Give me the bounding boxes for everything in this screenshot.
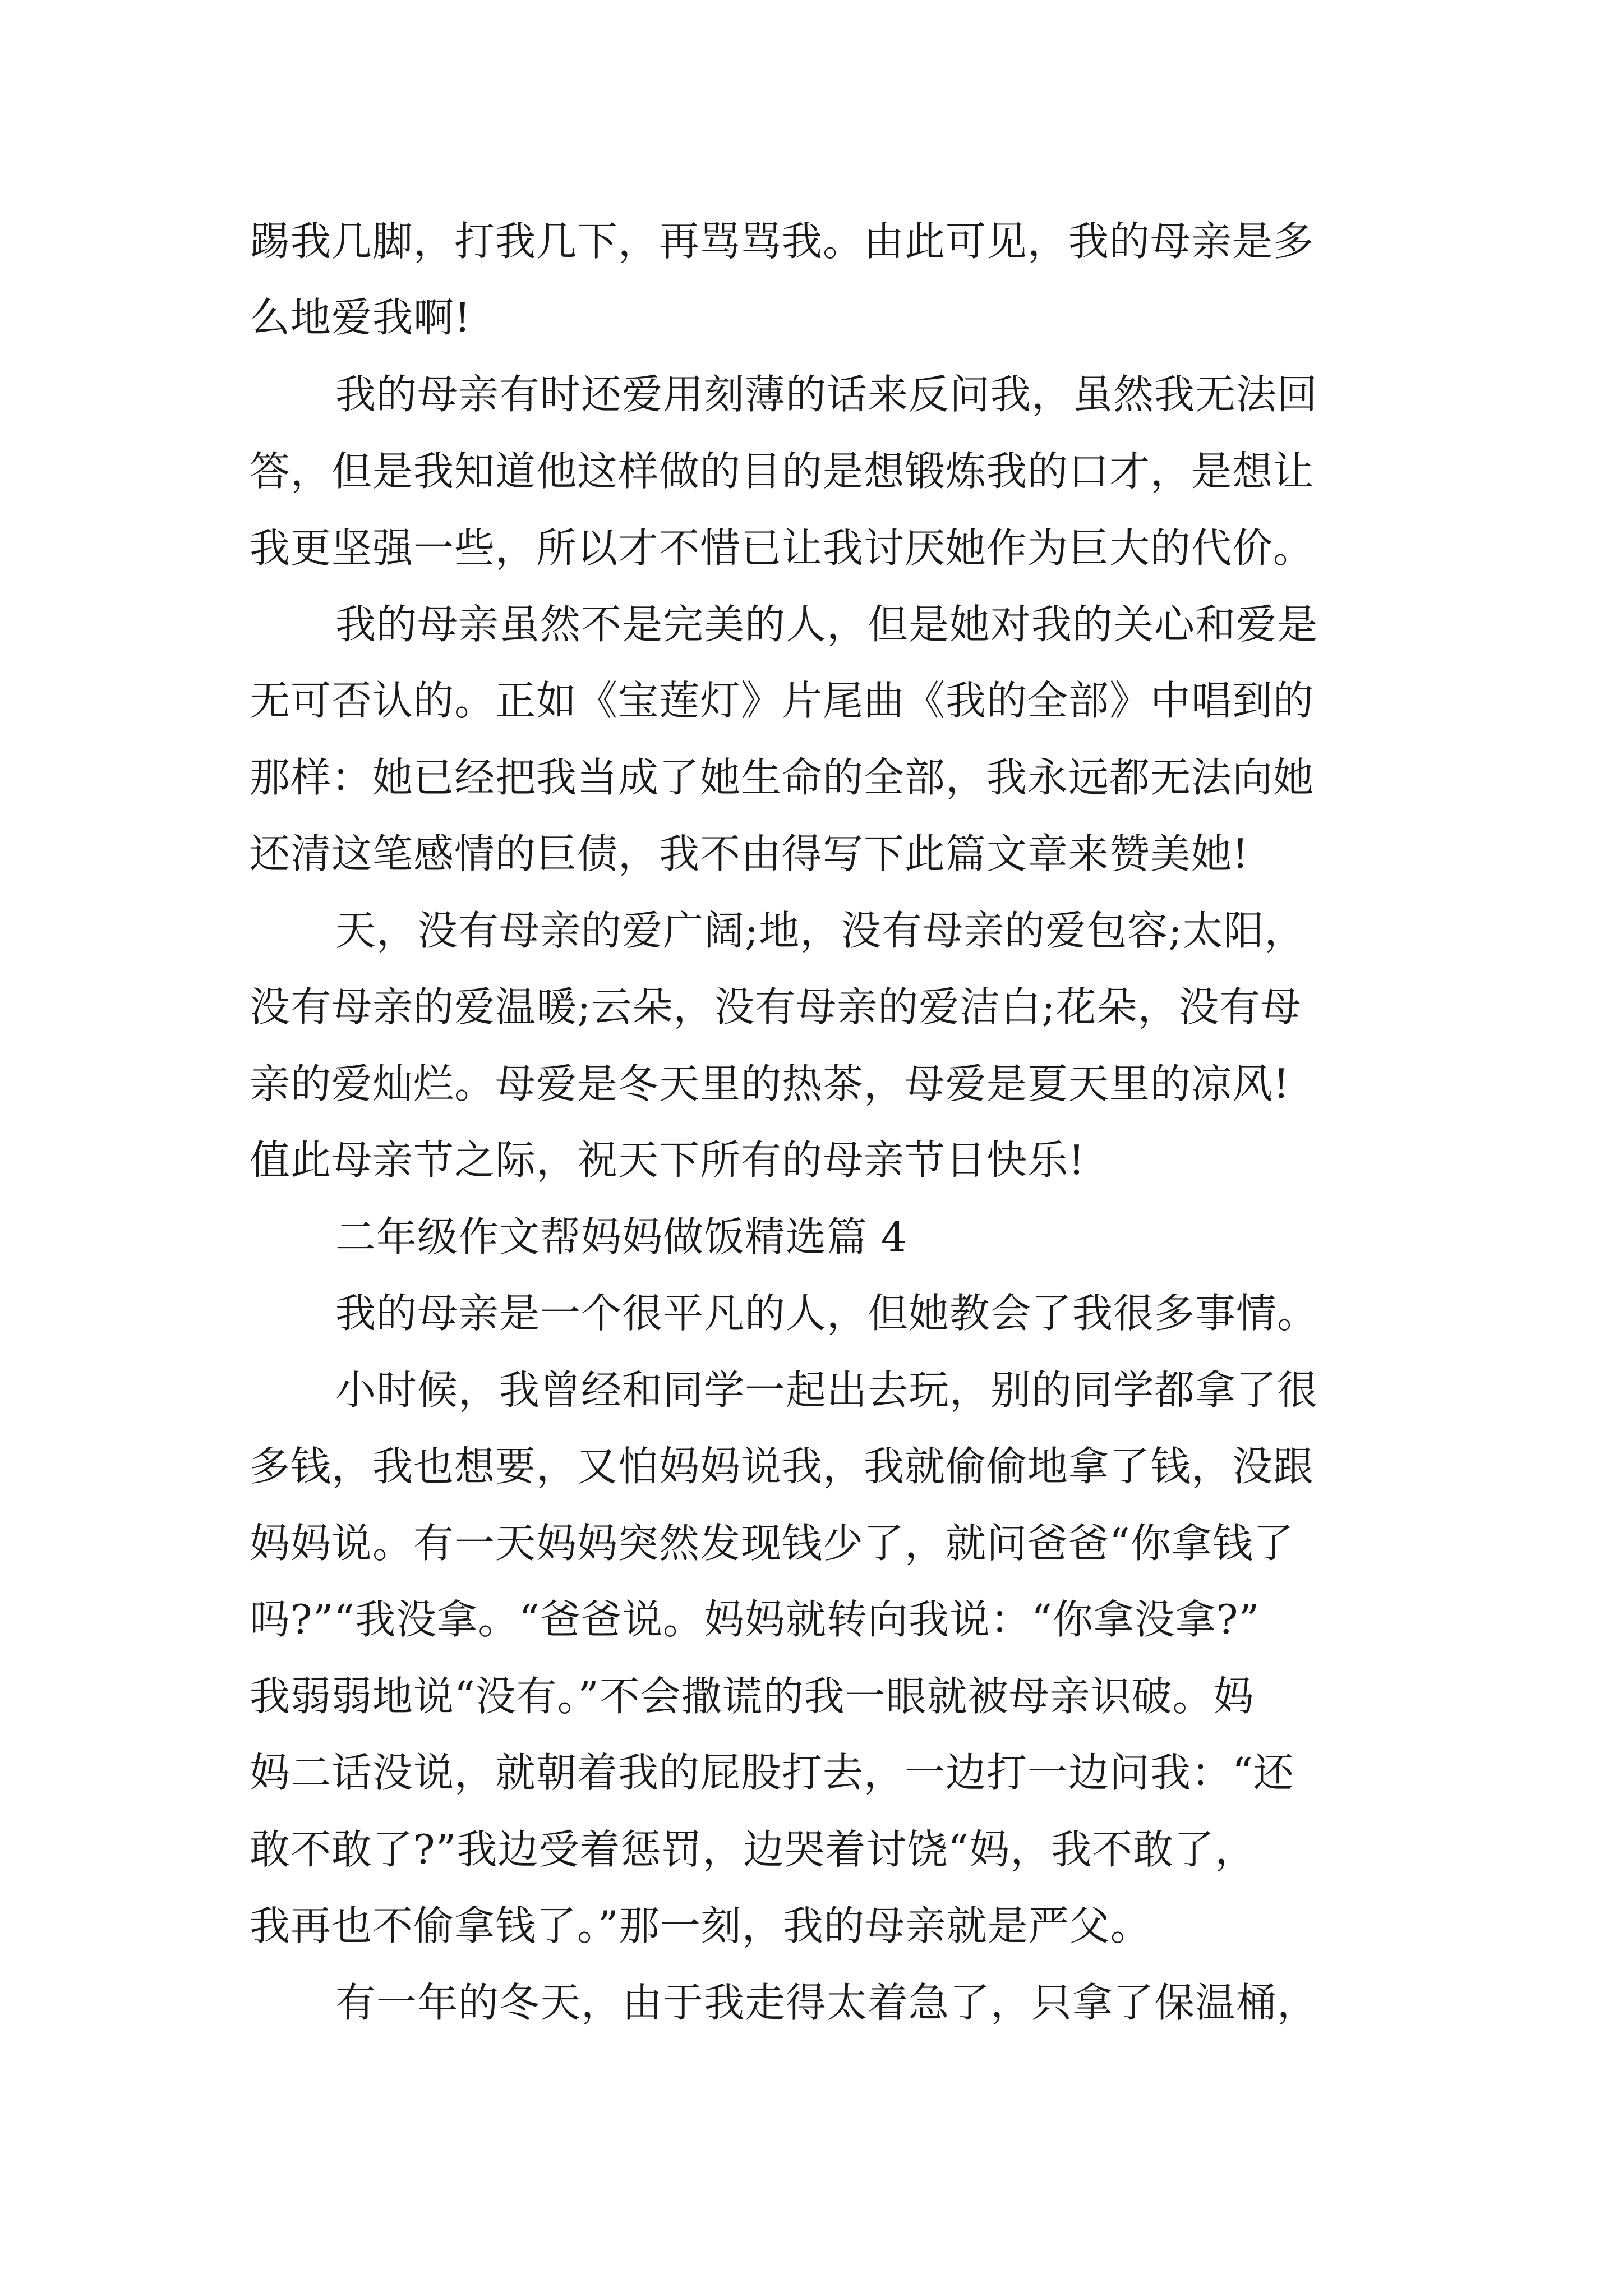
text-line: 妈妈说。有一天妈妈突然发现钱少了，就问爸爸“你拿钱了 (250, 1520, 1294, 1567)
text-line: 答，但是我知道他这样做的目的是想锻炼我的口才，是想让 (250, 448, 1315, 495)
text-line: 我弱弱地说“没有。”不会撒谎的我一眼就被母亲识破。妈 (250, 1673, 1255, 1720)
text-line: 吗?”“我没拿。“爸爸说。妈妈就转向我说：“你拿没拿?” (250, 1596, 1260, 1643)
text-line: 我再也不偷拿钱了。”那一刻，我的母亲就是严父。 (250, 1902, 1151, 1949)
text-line: 我的母亲有时还爱用刻薄的话来反问我，虽然我无法回 (335, 371, 1318, 418)
text-line: 我的母亲是一个很平凡的人，但她教会了我很多事情。 (335, 1290, 1318, 1337)
text-line: 那样：她已经把我当成了她生命的全部，我永远都无法向她 (250, 754, 1315, 801)
text-line: 亲的爱灿烂。母爱是冬天里的热茶，母爱是夏天里的凉风! (250, 1060, 1290, 1107)
text-line: 多钱，我也想要，又怕妈妈说我，我就偷偷地拿了钱，没跟 (250, 1443, 1315, 1490)
text-line: 妈二话没说，就朝着我的屁股打去，一边打一边问我：“还 (250, 1749, 1294, 1796)
text-line: 没有母亲的爱温暖;云朵，没有母亲的爱洁白;花朵，没有母 (250, 983, 1302, 1030)
text-line: 天，没有母亲的爱广阔;地，没有母亲的爱包容;太阳， (335, 907, 1306, 954)
text-line: 敢不敢了?”我边受着惩罚，边哭着讨饶“妈，我不敢了， (250, 1826, 1256, 1873)
text-line: 还清这笔感情的巨债，我不由得写下此篇文章来赞美她! (250, 830, 1249, 877)
text-line: 无可否认的。正如《宝莲灯》片尾曲《我的全部》中唱到的 (250, 677, 1315, 724)
text-line: 踢我几脚，打我几下，再骂骂我。由此可见，我的母亲是多 (250, 218, 1315, 265)
text-line: 小时候，我曾经和同学一起出去玩，别的同学都拿了很 (335, 1366, 1318, 1414)
text-line: 么地爱我啊! (250, 294, 471, 341)
text-line: 我更坚强一些，所以才不惜已让我讨厌她作为巨大的代价。 (250, 524, 1315, 572)
text-line: 有一年的冬天，由于我走得太着急了，只拿了保温桶， (335, 1979, 1318, 2026)
text-line: 我的母亲虽然不是完美的人，但是她对我的关心和爱是 (335, 601, 1318, 648)
section-heading: 二年级作文帮妈妈做饭精选篇 4 (335, 1213, 907, 1260)
text-line: 值此母亲节之际，祝天下所有的母亲节日快乐! (250, 1137, 1085, 1184)
